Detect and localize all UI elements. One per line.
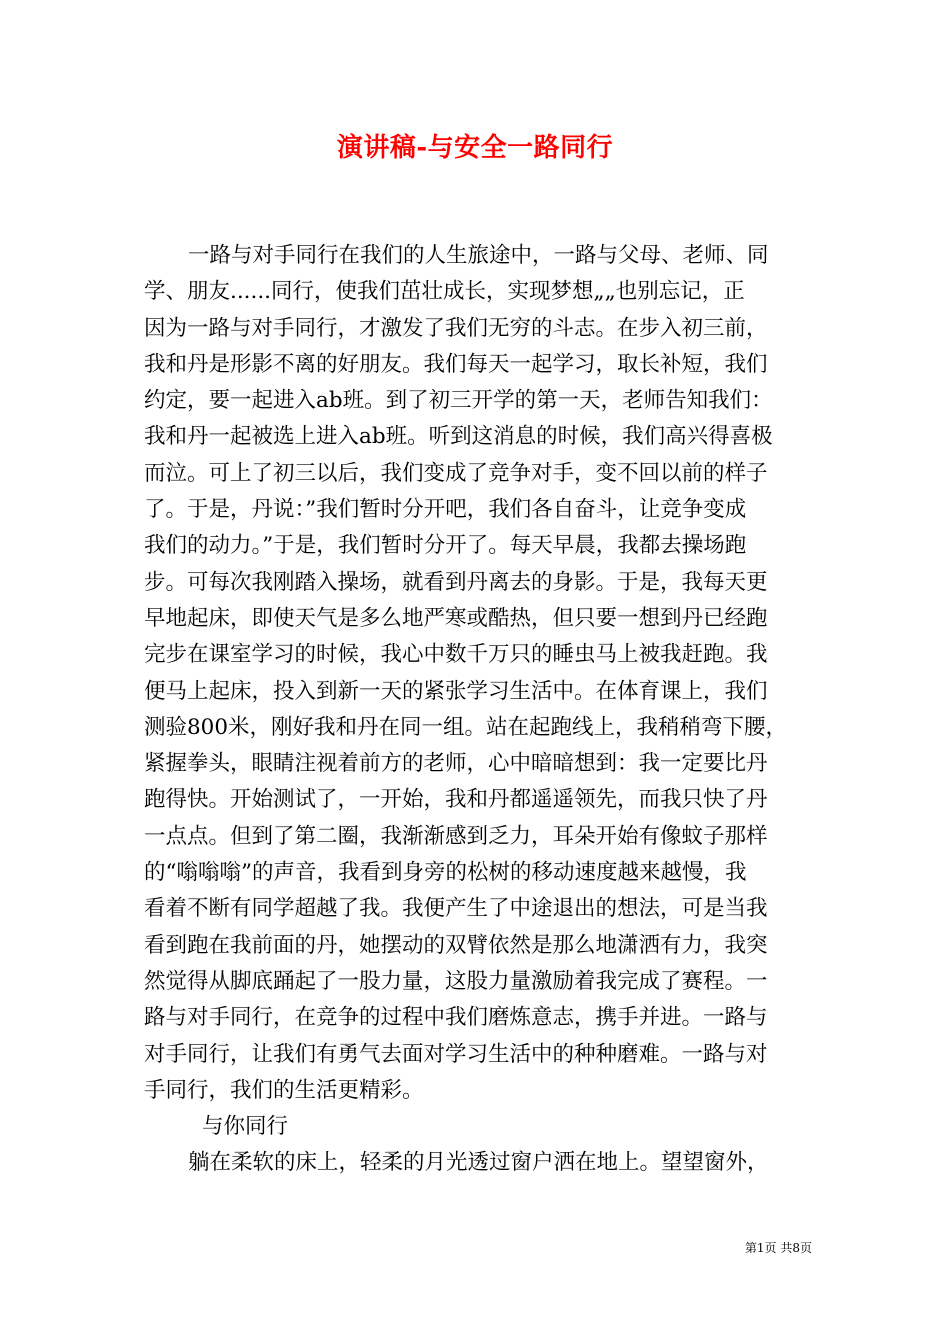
paragraph-line: 约定，要一起进入ab班。到了初三开学的第一天，老师告知我们： [144, 388, 773, 414]
paragraph-line: 的“嗡嗡嗡”的声音，我看到身旁的松树的移动速度越来越慢，我 [144, 860, 747, 886]
paragraph-line: 了。于是，丹说：”我们暂时分开吧，我们各自奋斗，让竞争变成 [144, 497, 747, 523]
paragraph-line: 早地起床，即使天气是多么地严寒或酷热，但只要一想到丹已经跑 [144, 605, 768, 631]
paragraph-line: 学、朋友......同行，使我们茁壮成长，实现梦想„„也别忘记，正 [144, 279, 745, 305]
paragraph-line: 一点点。但到了第二圈，我渐渐感到乏力，耳朵开始有像蚊子那样 [144, 823, 768, 849]
paragraph-line: 然觉得从脚底踊起了一股力量，这股力量激励着我完成了赛程。一 [144, 968, 768, 994]
paragraph-line: 对手同行，让我们有勇气去面对学习生活中的种种磨难。一路与对 [144, 1041, 768, 1067]
section-subheading: 与你同行 [202, 1114, 289, 1140]
paragraph-line: 我和丹是形影不离的好朋友。我们每天一起学习，取长补短，我们 [144, 351, 768, 377]
paragraph-line: 路与对手同行，在竞争的过程中我们磨炼意志，携手并进。一路与 [144, 1005, 768, 1031]
paragraph-line: 而泣。可上了初三以后，我们变成了竞争对手，变不回以前的样子 [144, 460, 768, 486]
paragraph-line: 完步在课室学习的时候，我心中数千万只的睡虫马上被我赶跑。我 [144, 642, 768, 668]
paragraph-line: 看到跑在我前面的丹，她摆动的双臂依然是那么地潇洒有力，我突 [144, 932, 768, 958]
body-text [144, 238, 819, 1182]
paragraph-line: 步。可每次我刚踏入操场，就看到丹离去的身影。于是，我每天更 [144, 569, 768, 595]
paragraph-line: 便马上起床，投入到新一天的紧张学习生活中。在体育课上，我们 [144, 678, 768, 704]
paragraph-line: 我们的动力。”于是，我们暂时分开了。每天早晨，我都去操场跑 [144, 533, 747, 559]
paragraph-line: 躺在柔软的床上，轻柔的月光透过窗户洒在地上。望望窗外， [188, 1150, 769, 1176]
page-number-footer: 第1页 共8页 [744, 1241, 812, 1255]
page-title: 演讲稿-与安全一路同行 [336, 133, 614, 163]
paragraph-line: 测验800米，刚好我和丹在同一组。站在起跑线上，我稍稍弯下腰， [144, 714, 788, 740]
paragraph-line: 紧握拳头，眼睛注视着前方的老师，心中暗暗想到：我一定要比丹 [144, 751, 768, 777]
paragraph-line: 手同行，我们的生活更精彩。 [144, 1077, 424, 1103]
paragraph-line: 一路与对手同行在我们的人生旅途中，一路与父母、老师、同 [188, 243, 769, 268]
paragraph-line: 跑得快。开始测试了，一开始，我和丹都遥遥领先，而我只快了丹 [144, 787, 768, 813]
paragraph-line: 因为一路与对手同行，才激发了我们无穷的斗志。在步入初三前， [144, 315, 768, 341]
paragraph-line: 看着不断有同学超越了我。我便产生了中途退出的想法，可是当我 [144, 896, 768, 922]
paragraph-line: 我和丹一起被选上进入ab班。听到这消息的时候，我们高兴得喜极 [144, 424, 773, 450]
